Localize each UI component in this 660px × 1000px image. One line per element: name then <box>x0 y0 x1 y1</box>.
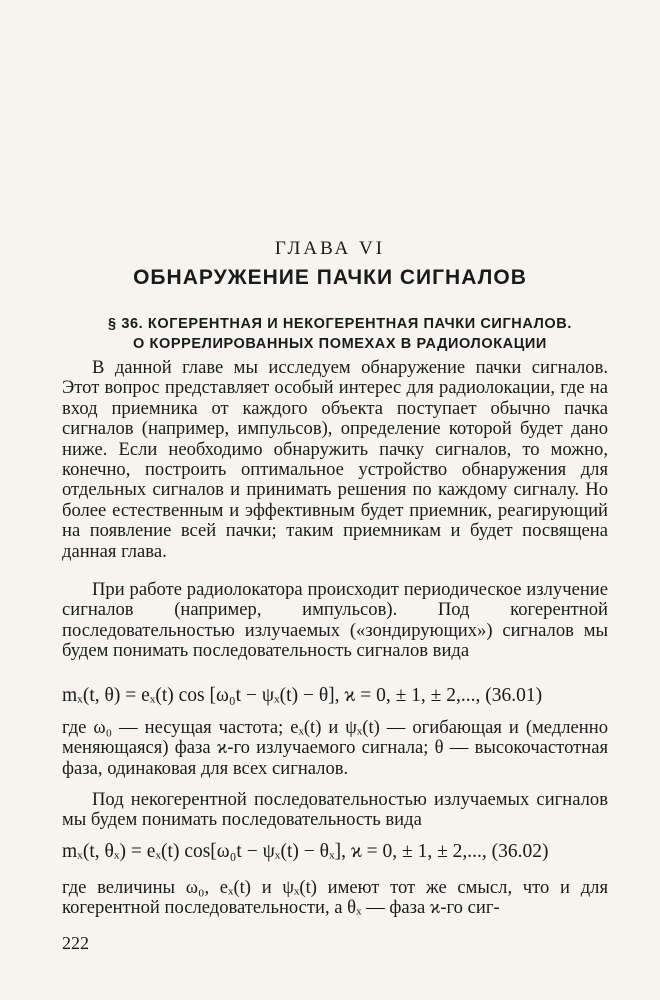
section-heading <box>60 314 620 354</box>
page-number: 222 <box>62 933 89 953</box>
section-heading-line-2: О КОРРЕЛИРОВАННЫХ ПОМЕХАХ В РАДИОЛОКАЦИИ <box>133 336 547 352</box>
chapter-label: ГЛАВА VI <box>274 238 386 259</box>
paragraph-text: При работе радиолокатора происходит периодическое излучение сигналов (например, импульсов). Под когерентной последовательностью излучаемых («зондирующих») сигналов мы будем понимать последовательность сигналов вида <box>62 579 608 662</box>
section-heading-line-1: § 36. КОГЕРЕНТНАЯ И НЕКОГЕРЕНТНАЯ ПАЧКИ СИГНАЛОВ. <box>108 316 572 332</box>
paragraph-coherent-definition <box>62 580 608 662</box>
paragraph-formula-explanation <box>62 718 608 779</box>
paragraph-text: Под некогерентной последовательностью излучаемых сигналов мы будем понимать последовательность вида <box>62 789 608 831</box>
paragraph-text: где ω₀ — несущая частота; eₓ(t) и ψₓ(t) — огибающая и (медленно меняющаяся) фаза ϰ-го излучаемого сигнала; θ — высокочастотная фаза, одинаковая для всех сигналов. <box>62 717 608 779</box>
paragraph-incoherent-explanation <box>62 878 608 919</box>
formula-36-02: mₓ(t, θₓ) = eₓ(t) cos[ω₀t − ψₓ(t) − θₓ], ϰ = 0, ± 1, ± 2,..., (36.02) <box>62 841 549 862</box>
paragraph-incoherent-definition <box>62 790 608 831</box>
formula-36-01: mₓ(t, θ) = eₓ(t) cos [ω₀t − ψₓ(t) − θ], ϰ = 0, ± 1, ± 2,..., (36.01) <box>62 685 543 706</box>
paragraph-text: где величины ω₀, eₓ(t) и ψₓ(t) имеют тот же смысл, что и для когерентной последовательности, а θₓ — фаза ϰ-го сиг- <box>62 877 608 919</box>
chapter-title: ОБНАРУЖЕНИЕ ПАЧКИ СИГНАЛОВ <box>133 266 527 289</box>
paragraph-intro <box>62 358 608 562</box>
paragraph-text: В данной главе мы исследуем обнаружение пачки сигналов. Этот вопрос представляет особый интерес для радиолокации, где на вход приемника от каждого объекта поступает обычно пачка сигналов (например, импульсов), определение которой будет дано ниже. Если необходимо обнаружить пачку сигналов, то можно, конечно, построить оптимальное устройство обнаружения для отдельных сигналов и принимать решения по каждому сигналу. Но более естественным и эффективным будет приемник, реагирующий на появление всей пачки; таким приемникам и будет посвящена данная глава. <box>62 357 608 562</box>
